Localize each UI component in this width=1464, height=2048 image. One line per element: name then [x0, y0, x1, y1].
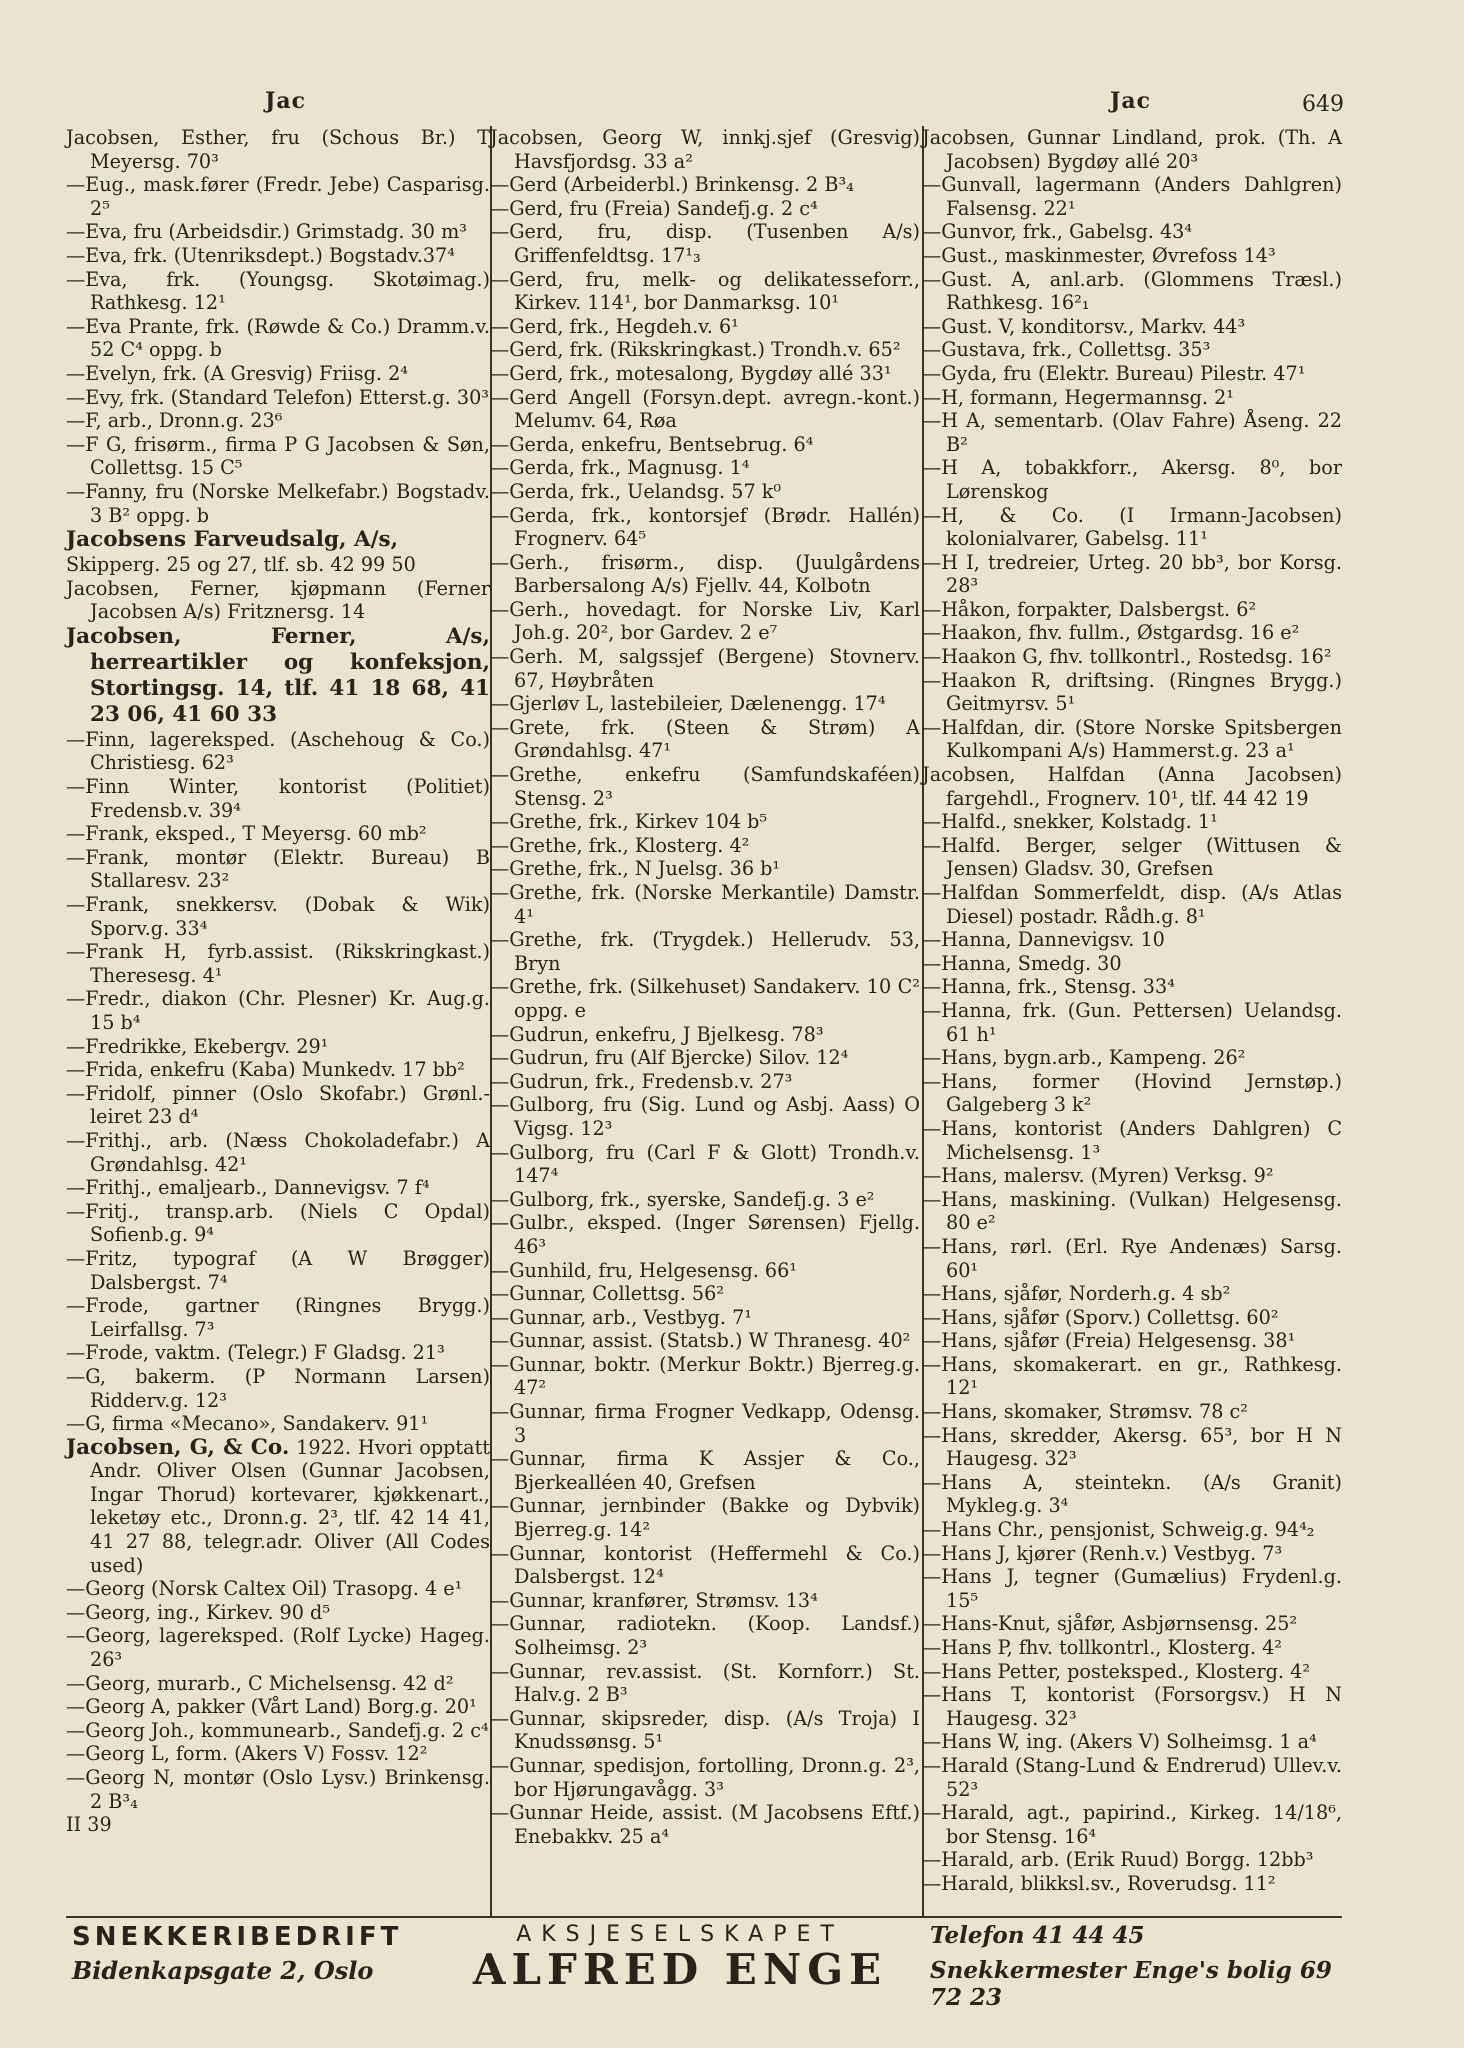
- directory-entry: —Grethe, frk., Klosterg. 4²: [490, 833, 750, 857]
- ad-company-type: SNEKKERIBEDRIFT: [72, 1922, 403, 1952]
- directory-entry: —Hanna, Dannevigsv. 10: [922, 928, 1165, 952]
- directory-entry: —Grethe, frk. (Norske Merkantile) Damstr. 4¹: [490, 881, 920, 928]
- directory-entry: —Gerh., hovedagt. for Norske Liv, Karl Joh.g. 20², bor Gardev. 2 e⁷: [490, 597, 920, 645]
- directory-entry: —Gerd, frk. (Rikskringkast.) Trondh.v. 65²: [490, 338, 901, 362]
- directory-entry: —Gerd, fru (Freia) Sandefj.g. 2 c⁴: [490, 196, 818, 220]
- directory-entry: —Halfdan, dir. (Store Norske Spitsbergen Kulkompani A/s) Hammerst.g. 23 a¹: [922, 715, 1342, 763]
- directory-entry: —Gunnar, firma Frogner Vedkapp, Odensg. 3: [490, 1400, 920, 1447]
- directory-entry: —Gunnar, skipsreder, disp. (A/s Troja) I Knudssønsg. 5¹: [490, 1706, 920, 1754]
- directory-entry: —Grethe, frk. (Silkehuset) Sandakerv. 10 C² oppg. e: [490, 975, 920, 1022]
- directory-entry: —Frode, gartner (Ringnes Brygg.) Leirfallsg. 7³: [66, 1294, 490, 1341]
- directory-entry: —Fanny, fru (Norske Melkefabr.) Bogstadv. 3 B² oppg. b: [66, 479, 490, 527]
- directory-entry: —F, arb., Dronn.g. 23⁶: [66, 409, 283, 433]
- ad-telephone: Telefon 41 44 45: [930, 1922, 1145, 1949]
- directory-entry: —Gunnar, assist. (Statsb.) W Thranesg. 40²: [490, 1329, 911, 1353]
- directory-entry: —Georg A, pakker (Vårt Land) Borg.g. 20¹: [66, 1695, 477, 1719]
- directory-entry: —Frank, montør (Elektr. Bureau) B Stallaresv. 23²: [66, 845, 490, 893]
- directory-entry: Jacobsen, Georg W, innkj.sjef (Gresvig) Havsfjordsg. 33 a²: [490, 126, 920, 173]
- directory-entry: —G, firma «Mecano», Sandakerv. 91¹: [66, 1412, 429, 1436]
- directory-entry: —Harald (Stang-Lund & Endrerud) Ullev.v. 52³: [922, 1753, 1342, 1801]
- directory-entry: —Grethe, enkefru (Samfundskaféen) Stensg. 2³: [490, 763, 920, 810]
- directory-entry: —Eva Prante, frk. (Røwde & Co.) Dramm.v. 52 C⁴ oppg. b: [66, 314, 490, 362]
- directory-entry: —Hans J, kjører (Renh.v.) Vestbyg. 7³: [922, 1541, 1283, 1565]
- directory-column-1: [66, 126, 490, 1837]
- directory-entry: —Eva, frk. (Utenriksdept.) Bogstadv.37⁴: [66, 243, 455, 267]
- directory-entry: —Harald, agt., papirind., Kirkeg. 14/18⁶, bor Stensg. 16⁴: [922, 1801, 1342, 1848]
- directory-entry: —Hans, skomakerart. en gr., Rathkesg. 12¹: [922, 1352, 1342, 1400]
- directory-entry: —Gerd, frk., motesalong, Bygdøy allé 33¹: [490, 361, 892, 385]
- directory-entry: —Haakon, fhv. fullm., Østgardsg. 16 e²: [922, 621, 1300, 645]
- directory-entry: —H, & Co. (I Irmann-Jacobsen) kolonialvarer, Gabelsg. 11¹: [922, 503, 1342, 551]
- directory-entry: —Frithj., arb. (Næss Chokoladefabr.) A Grøndahlsg. 42¹: [66, 1128, 490, 1176]
- directory-entry: —Frank, eksped., T Meyersg. 60 mb²: [66, 822, 427, 846]
- directory-entry: —Gerh., frisørm., disp. (Juulgårdens Barbersalong A/s) Fjellv. 44, Kolbotn: [490, 550, 920, 598]
- directory-entry: —Hans, sjåfør (Freia) Helgesensg. 38¹: [922, 1329, 1296, 1353]
- directory-entry: —Georg Joh., kommunearb., Sandefj.g. 2 c⁴: [66, 1718, 489, 1742]
- directory-entry: —G, bakerm. (P Normann Larsen) Ridderv.g. 12³: [66, 1364, 490, 1412]
- directory-entry: Jacobsen, Ferner, A/s, herreartikler og konfeksjon, Stortingsg. 14, tlf. 41 18 68, 41 23 06, 41 60 33: [66, 623, 490, 727]
- directory-entry: —Gustava, frk., Collettsg. 35³: [922, 338, 1211, 362]
- directory-entry: —Frithj., emaljearb., Dannevigsv. 7 f⁴: [66, 1176, 430, 1200]
- directory-entry: —Fredrikke, Ekebergv. 29¹: [66, 1034, 329, 1058]
- ad-company-name: ALFRED ENGE: [472, 1945, 888, 1994]
- directory-entry: —Frode, vaktm. (Telegr.) F Gladsg. 21³: [66, 1341, 445, 1365]
- directory-entry: —Georg, ing., Kirkev. 90 d⁵: [66, 1600, 331, 1624]
- directory-entry: —Hans, skomaker, Strømsv. 78 c²: [922, 1400, 1248, 1424]
- directory-entry: —Hans, former (Hovind Jernstøp.) Galgeberg 3 k²: [922, 1069, 1342, 1117]
- footer-divider: [66, 1916, 1342, 1918]
- directory-entry: —Gerh. M, salgssjef (Bergene) Stovnerv. 67, Høybråten: [490, 645, 920, 692]
- directory-entry: —Gerd (Arbeiderbl.) Brinkensg. 2 B³₄: [490, 173, 854, 197]
- directory-entry: —Gerd, frk., Hegdeh.v. 6¹: [490, 314, 739, 338]
- advertisement-left: [72, 1922, 472, 1985]
- directory-entry: —H A, tobakkforr., Akersg. 8⁰, bor Lørenskog: [922, 456, 1342, 503]
- directory-entry: —Grethe, frk. (Trygdek.) Hellerudv. 53, Bryn: [490, 928, 920, 975]
- directory-entry: —Gerd, fru, melk- og delikatesseforr., Kirkev. 114¹, bor Danmarksg. 10¹: [490, 267, 920, 315]
- directory-entry: —Grethe, frk., Kirkev 104 b⁵: [490, 810, 768, 834]
- advertisement-right: [930, 1922, 1340, 2011]
- directory-entry: —Hans Petter, posteksped., Klosterg. 4²: [922, 1659, 1311, 1683]
- directory-entry: —Gudrun, fru (Alf Bjercke) Silov. 12⁴: [490, 1046, 849, 1070]
- directory-entry: —Fritz, typograf (A W Brøgger) Dalsbergst. 7⁴: [66, 1246, 490, 1294]
- directory-entry: —Gudrun, frk., Fredensb.v. 27³: [490, 1069, 793, 1093]
- directory-entry: —F G, frisørm., firma P G Jacobsen & Søn, Collettsg. 15 C⁵: [66, 432, 490, 480]
- directory-entry: —Gunnar, kontorist (Heffermehl & Co.) Dalsbergst. 12⁴: [490, 1541, 920, 1589]
- directory-entry: Jacobsen, Gunnar Lindland, prok. (Th. A Jacobsen) Bygdøy allé 20³: [922, 126, 1342, 173]
- directory-entry: —Gulbr., eksped. (Inger Sørensen) Fjellg. 46³: [490, 1211, 920, 1258]
- directory-entry: —Håkon, forpakter, Dalsbergst. 6²: [922, 597, 1257, 621]
- directory-entry: —Hans, maskining. (Vulkan) Helgesensg. 80 e²: [922, 1187, 1342, 1235]
- directory-entry: —Evelyn, frk. (A Gresvig) Friisg. 2⁴: [66, 361, 408, 385]
- advertisement-center: [470, 1922, 890, 1993]
- directory-entry: —Gerda, frk., Magnusg. 1⁴: [490, 456, 750, 480]
- directory-entry: —Hans T, kontorist (Forsorgsv.) H N Haugesg. 32³: [922, 1683, 1342, 1730]
- directory-entry: —Gjerløv L, lastebileier, Dælenengg. 17⁴: [490, 692, 886, 716]
- directory-entry: Jacobsen, Halfdan (Anna Jacobsen) fargehdl., Frognerv. 10¹, tlf. 44 42 19: [922, 763, 1342, 810]
- directory-entry: —Gulborg, fru (Sig. Lund og Asbj. Aass) O Vigsg. 12³: [490, 1093, 920, 1140]
- running-head-left: Jac: [265, 88, 307, 114]
- ad-address: Bidenkapsgate 2, Oslo: [72, 1956, 374, 1985]
- directory-entry: —Hanna, frk. (Gun. Pettersen) Uelandsg. 61 h¹: [922, 998, 1342, 1046]
- directory-entry: —Hans-Knut, sjåfør, Asbjørnsensg. 25²: [922, 1612, 1298, 1636]
- directory-entry: —Gerda, frk., kontorsjef (Brødr. Hallén) Frognerv. 64⁵: [490, 503, 920, 551]
- directory-entry: —Haakon R, driftsing. (Ringnes Brygg.) Geitmyrsv. 5¹: [922, 668, 1342, 716]
- directory-entry: —Halfd., snekker, Kolstadg. 1¹: [922, 810, 1218, 834]
- directory-entry: —Fridolf, pinner (Oslo Skofabr.) Grønl.-leiret 23 d⁴: [66, 1081, 490, 1129]
- directory-entry: —Frank H, fyrb.assist. (Rikskringkast.) Theresesg. 4¹: [66, 940, 490, 987]
- directory-entry: —Gunhild, fru, Helgesensg. 66¹: [490, 1258, 798, 1282]
- directory-entry: —Finn, lagereksped. (Aschehoug & Co.) Christiesg. 62³: [66, 727, 490, 775]
- directory-entry: —Grethe, frk., N Juelsg. 36 b¹: [490, 857, 781, 881]
- directory-entry: —Georg, murarb., C Michelsensg. 42 d²: [66, 1671, 454, 1695]
- directory-entry: —Frida, enkefru (Kaba) Munkedv. 17 bb²: [66, 1058, 465, 1082]
- directory-entry: —Gunnar, firma K Assjer & Co., Bjerkealléen 40, Grefsen: [490, 1447, 920, 1494]
- directory-entry: —Gunnar, boktr. (Merkur Boktr.) Bjerreg.g. 47²: [490, 1352, 920, 1400]
- directory-entry: —Gust., maskinmester, Øvrefoss 14³: [922, 243, 1276, 267]
- directory-entry: —Eva, frk. (Youngsg. Skotøimag.) Rathkesg. 12¹: [66, 267, 490, 315]
- directory-entry: —Georg (Norsk Caltex Oil) Trasopg. 4 e¹: [66, 1577, 463, 1601]
- directory-entry: —Gunnar, jernbinder (Bakke og Dybvik) Bjerreg.g. 14²: [490, 1494, 920, 1542]
- directory-entry: —Evy, frk. (Standard Telefon) Etterst.g. 30³: [66, 385, 489, 409]
- directory-entry: —Hans, skredder, Akersg. 65³, bor H N Haugesg. 32³: [922, 1423, 1342, 1471]
- directory-entry: Jacobsen, Esther, fru (Schous Br.) T Meyersg. 70³: [66, 126, 490, 173]
- directory-entry: II 39: [66, 1813, 112, 1837]
- directory-entry: —Fredr., diakon (Chr. Plesner) Kr. Aug.g. 15 b⁴: [66, 987, 490, 1034]
- directory-entry: —Finn Winter, kontorist (Politiet) Fredensb.v. 39⁴: [66, 775, 490, 822]
- directory-entry: —Gust. A, anl.arb. (Glommens Træsl.) Rathkesg. 16²₁: [922, 267, 1342, 315]
- directory-entry: Jacobsen, Ferner, kjøpmann (Ferner Jacobsen A/s) Fritznersg. 14: [66, 576, 490, 624]
- directory-entry: —Harald, arb. (Erik Ruud) Borgg. 12bb³: [922, 1848, 1314, 1872]
- directory-entry: —Gerda, enkefru, Bentsebrug. 6⁴: [490, 432, 814, 456]
- directory-entry: —Hans, bygn.arb., Kampeng. 26²: [922, 1046, 1246, 1070]
- directory-entry: —Hans, kontorist (Anders Dahlgren) C Michelsensg. 1³: [922, 1116, 1342, 1164]
- directory-entry: —Haakon G, fhv. tollkontrl., Rostedsg. 16²: [922, 645, 1332, 669]
- directory-entry: —Hanna, frk., Stensg. 33⁴: [922, 975, 1175, 999]
- running-head-right: Jac: [1110, 88, 1152, 114]
- directory-entry: —Hans, rørl. (Erl. Rye Andenæs) Sarsg. 60¹: [922, 1234, 1342, 1282]
- directory-entry: —Gunnar, kranfører, Strømsv. 13⁴: [490, 1588, 818, 1612]
- directory-column-3: [922, 126, 1342, 1896]
- directory-entry: —Hans P, fhv. tollkontrl., Klosterg. 4²: [922, 1636, 1282, 1659]
- directory-entry: —Gunnar, radiotekn. (Koop. Landsf.) Solheimsg. 2³: [490, 1612, 920, 1659]
- directory-entry: —Gerd, fru, disp. (Tusenben A/s) Griffenfeldtsg. 17¹₃: [490, 220, 920, 267]
- directory-entry: —Halfd. Berger, selger (Wittusen & Jensen) Gladsv. 30, Grefsen: [922, 833, 1342, 881]
- directory-entry: —Gunnar Heide, assist. (M Jacobsens Eftf.) Enebakkv. 25 a⁴: [490, 1801, 920, 1848]
- directory-entry: —Gunnar, spedisjon, fortolling, Dronn.g. 2³, bor Hjørungavågg. 3³: [490, 1753, 920, 1801]
- directory-entry: —Halfdan Sommerfeldt, disp. (A/s Atlas Diesel) postadr. Rådh.g. 8¹: [922, 881, 1342, 928]
- directory-entry: —H A, sementarb. (Olav Fahre) Åseng. 22 B²: [922, 409, 1342, 456]
- directory-entry: —Georg L, form. (Akers V) Fossv. 12²: [66, 1742, 428, 1766]
- directory-entry: Jacobsen, G, & Co. 1922. Hvori opptatt Andr. Oliver Olsen (Gunnar Jacobsen, Ingar Thorud) kortevarer, kjøkkenart., leketøy etc., Dronn.g. 2³, tlf. 42 14 41, 41 27 88, telegr.adr. Oliver (All Codes used): [66, 1434, 490, 1577]
- directory-entry: —Gerda, frk., Uelandsg. 57 k⁰: [490, 479, 782, 503]
- page-number: 649: [1302, 92, 1344, 117]
- directory-entry: —Gudrun, enkefru, J Bjelkesg. 78³: [490, 1022, 824, 1046]
- directory-entry: —Hans J, tegner (Gumælius) Frydenl.g. 15⁵: [922, 1565, 1342, 1612]
- ad-residence-phone: Snekkermester Enge's bolig 69 72 23: [930, 1957, 1332, 2011]
- directory-entry: —Gunnar, rev.assist. (St. Kornforr.) St. Halv.g. 2 B³: [490, 1659, 920, 1707]
- directory-entry: —Gunnar, Collettsg. 56²: [490, 1282, 725, 1306]
- directory-entry: —Hans, sjåfør, Norderh.g. 4 sb²: [922, 1282, 1231, 1306]
- directory-entry: —Hanna, Smedg. 30: [922, 951, 1122, 975]
- directory-entry: —Gyda, fru (Elektr. Bureau) Pilestr. 47¹: [922, 361, 1306, 385]
- ad-company-form: AKSJESELSKAPET: [516, 1922, 844, 1947]
- directory-entry: —Gunvall, lagermann (Anders Dahlgren) Falsensg. 22¹: [922, 173, 1342, 220]
- directory-entry: —Georg N, montør (Oslo Lysv.) Brinkensg. 2 B³₄: [66, 1766, 490, 1813]
- directory-entry: —Hans, malersv. (Myren) Verksg. 9²: [922, 1164, 1274, 1188]
- directory-entry: —Hans, sjåfør (Sporv.) Collettsg. 60²: [922, 1305, 1279, 1329]
- directory-entry: —H I, tredreier, Urteg. 20 bb³, bor Korsg. 28³: [922, 550, 1342, 598]
- directory-entry: —Gerd Angell (Forsyn.dept. avregn.-kont.) Melumv. 64, Røa: [490, 385, 920, 433]
- directory-entry: —H, formann, Hegermannsg. 2¹: [922, 385, 1234, 409]
- directory-entry: —Harald, blikksl.sv., Roverudsg. 11²: [922, 1871, 1276, 1895]
- directory-entry: —Gust. V, konditorsv., Markv. 44³: [922, 314, 1246, 338]
- directory-entry: —Gulborg, frk., syerske, Sandefj.g. 3 e²: [490, 1187, 875, 1211]
- directory-entry: —Hans W, ing. (Akers V) Solheimsg. 1 a⁴: [922, 1730, 1317, 1754]
- directory-entry: —Eva, fru (Arbeidsdir.) Grimstadg. 30 m³: [66, 220, 467, 244]
- directory-entry: —Fritj., transp.arb. (Niels C Opdal) Sofienb.g. 9⁴: [66, 1199, 490, 1247]
- directory-entry: Jacobsens Farveudsalg, A/s,: [66, 527, 399, 553]
- directory-entry: —Eug., mask.fører (Fredr. Jebe) Casparisg. 2⁵: [66, 173, 490, 220]
- directory-entry: —Hans A, steintekn. (A/s Granit) Mykleg.g. 3⁴: [922, 1470, 1342, 1518]
- directory-entry: —Grete, frk. (Steen & Strøm) A Grøndahlsg. 47¹: [490, 715, 920, 763]
- directory-entry: Skipperg. 25 og 27, tlf. sb. 42 99 50: [66, 553, 416, 577]
- directory-entry: —Georg, lagereksped. (Rolf Lycke) Hageg. 26³: [66, 1624, 490, 1672]
- directory-entry: —Hans Chr., pensjonist, Schweig.g. 94⁴₂: [922, 1518, 1315, 1542]
- directory-entry: —Gulborg, fru (Carl F & Glott) Trondh.v. 147⁴: [490, 1140, 920, 1188]
- directory-column-2: [490, 126, 920, 1848]
- directory-entry: —Gunvor, frk., Gabelsg. 43⁴: [922, 220, 1193, 244]
- directory-entry: —Gunnar, arb., Vestbyg. 7¹: [490, 1305, 752, 1329]
- directory-entry: —Frank, snekkersv. (Dobak & Wik) Sporv.g. 33⁴: [66, 893, 490, 940]
